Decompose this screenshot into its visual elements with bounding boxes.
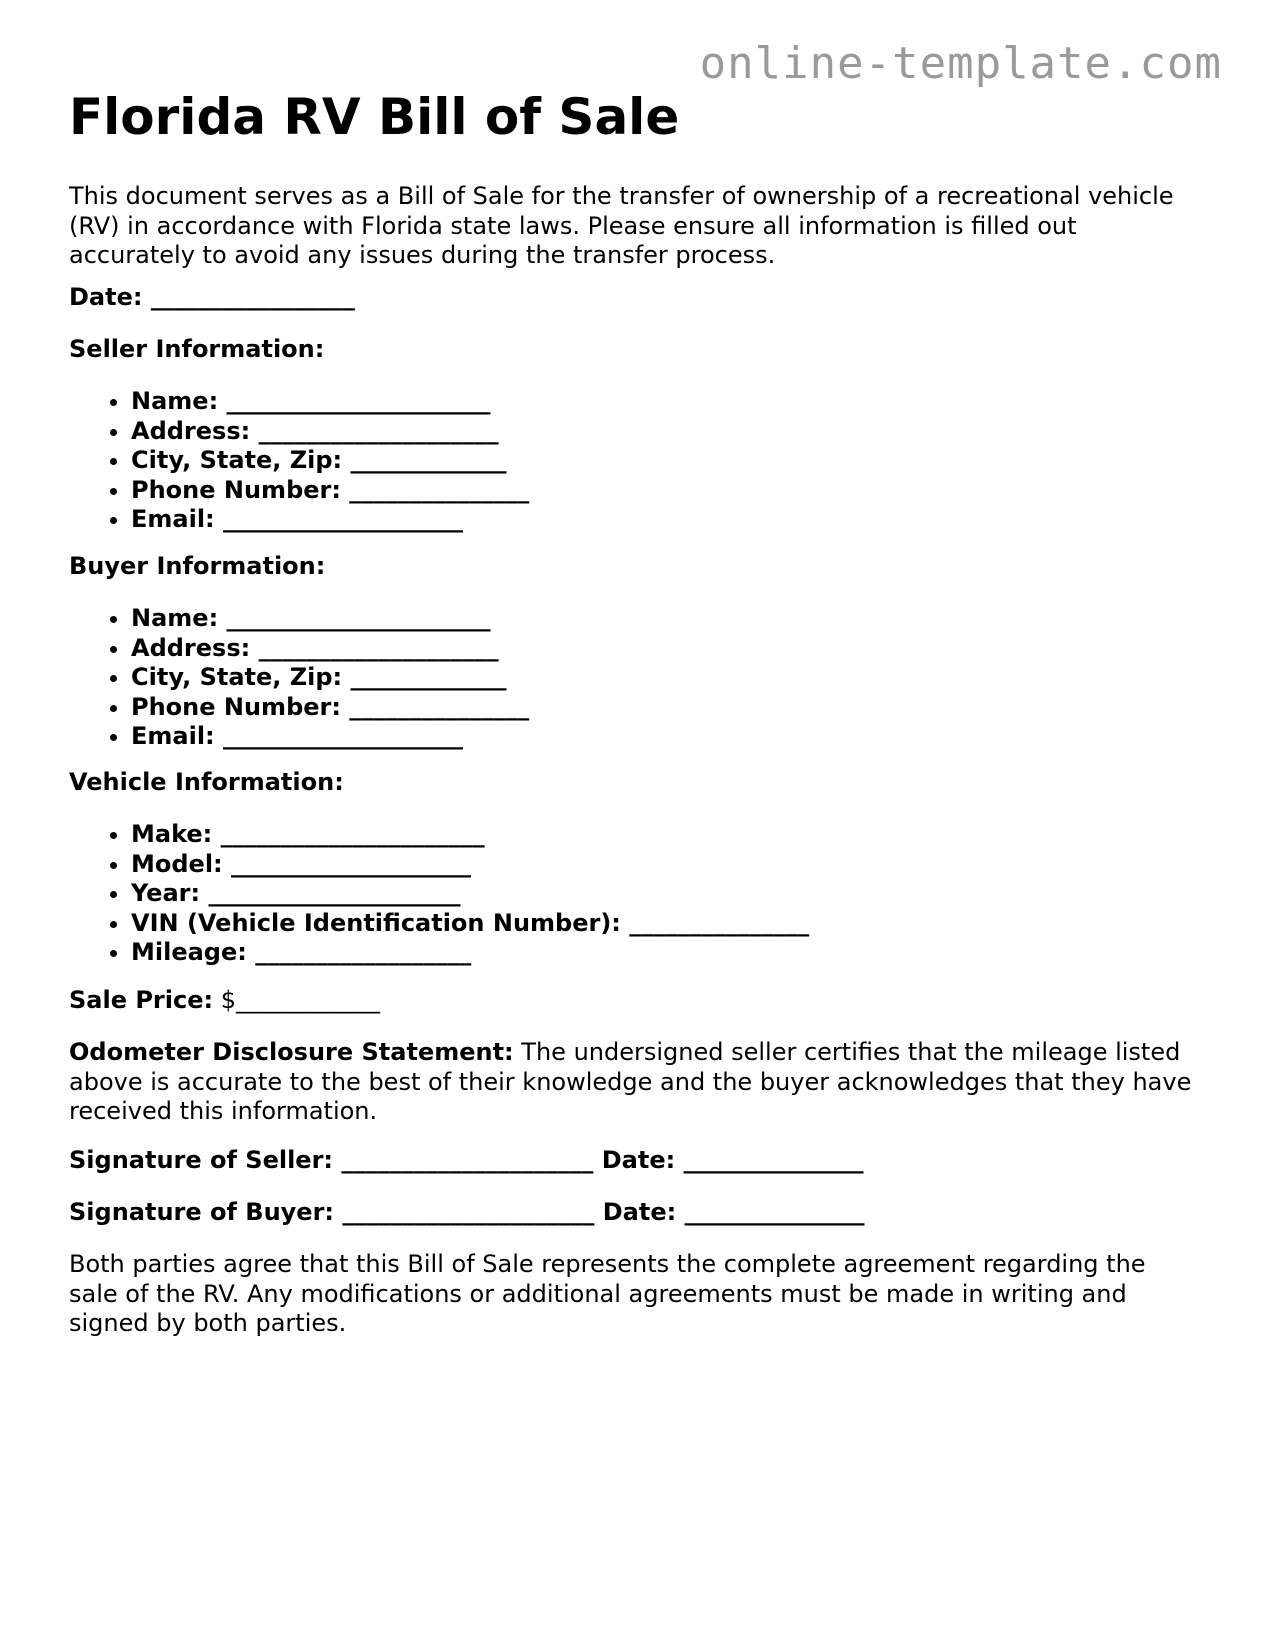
buyer-heading: Buyer Information: bbox=[69, 552, 326, 580]
sale-price-line bbox=[69, 986, 380, 1016]
seller-signature-line: Signature of Seller: _____________________ Date: _______________ bbox=[69, 1146, 864, 1174]
sale-price-label: Sale Price: bbox=[69, 986, 214, 1014]
seller-heading: Seller Information: bbox=[69, 335, 325, 363]
closing-paragraph: Both parties agree that this Bill of Sale represents the complete agreement regarding the sale of the RV. Any modifications or additional agreements must be made in writing and signed by both parties. bbox=[69, 1250, 1146, 1337]
vehicle-model-field: • Model: ____________________ bbox=[131, 850, 809, 880]
buyer-phone-field: • Phone Number: _______________ bbox=[131, 693, 529, 723]
watermark-text: online-template.com bbox=[699, 38, 1222, 89]
seller-address-field: • Address: ____________________ bbox=[131, 417, 529, 447]
seller-name-field: • Name: ______________________ bbox=[131, 387, 529, 417]
vehicle-vin-field: • VIN (Vehicle Identification Number): _______________ bbox=[131, 909, 809, 939]
vehicle-fields-list bbox=[69, 820, 809, 968]
vehicle-mileage-field: • Mileage: __________________ bbox=[131, 938, 809, 968]
seller-email-field: • Email: ____________________ bbox=[131, 505, 529, 535]
odometer-text: The undersigned seller certifies that the mileage listed above is accurate to the best of their knowledge and the buyer acknowledges that they have received this information. bbox=[69, 1038, 1192, 1125]
vehicle-year-field: • Year: _____________________ bbox=[131, 879, 809, 909]
buyer-signature-line: Signature of Buyer: _____________________ Date: _______________ bbox=[69, 1198, 865, 1226]
vehicle-heading: Vehicle Information: bbox=[69, 768, 344, 796]
buyer-name-field: • Name: ______________________ bbox=[131, 604, 529, 634]
seller-phone-field: • Phone Number: _______________ bbox=[131, 476, 529, 506]
buyer-email-field: • Email: ____________________ bbox=[131, 722, 529, 752]
sale-price-value: $____________ bbox=[220, 986, 381, 1014]
buyer-address-field: • Address: ____________________ bbox=[131, 634, 529, 664]
buyer-fields-list bbox=[69, 604, 529, 752]
buyer-city-state-zip-field: • City, State, Zip: _____________ bbox=[131, 663, 529, 693]
intro-paragraph: This document serves as a Bill of Sale for the transfer of ownership of a recreational vehicle (RV) in accordance with Florida state laws. Please ensure all information is filled out accurately to avoid any issues during the transfer process. bbox=[69, 182, 1174, 269]
seller-city-state-zip-field: • City, State, Zip: _____________ bbox=[131, 446, 529, 476]
date-line: Date: _________________ bbox=[69, 283, 355, 311]
document-title: Florida RV Bill of Sale bbox=[69, 88, 680, 146]
vehicle-make-field: • Make: ______________________ bbox=[131, 820, 809, 850]
odometer-statement bbox=[69, 1038, 1194, 1127]
odometer-label: Odometer Disclosure Statement: bbox=[69, 1038, 514, 1066]
seller-fields-list bbox=[69, 387, 529, 535]
